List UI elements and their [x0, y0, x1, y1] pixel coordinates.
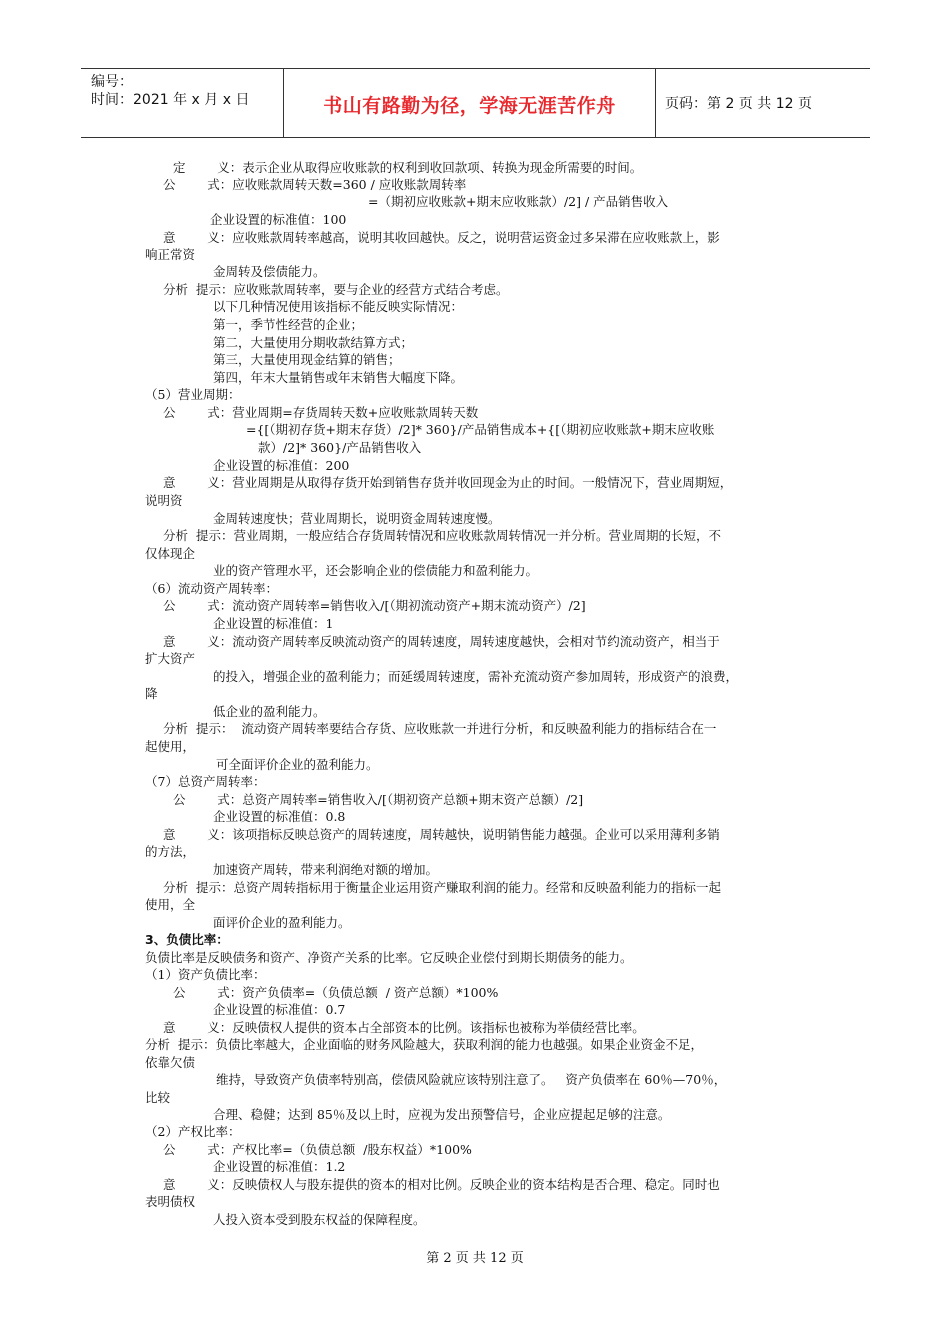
text-line: 企业设置的标准值：0.8 [213, 809, 346, 824]
text-line: 起使用， [145, 739, 196, 754]
text-line: 以下几种情况使用该指标不能反映实际情况： [213, 299, 464, 314]
text-line: 企业设置的标准值：1 [213, 616, 334, 631]
text-line: 人投入资本受到股东权益的保障程度。 [213, 1212, 426, 1227]
text-line: 负债比率是反映债务和资产、净资产关系的比率。它反映企业偿付到期长期债务的能力。 [145, 950, 633, 965]
text-line: 款）/2]* 360}/产品销售收入 [258, 440, 422, 455]
text-line: =（期初应收账款+期末应收账款）/2] / 产品销售收入 [368, 194, 669, 209]
text-line: 意 义：流动资产周转率反映流动资产的周转速度，周转速度越快，会相对节约流动资产，相当于 [163, 634, 720, 649]
document-date-label: 时间：2021 年 x 月 x 日 [91, 92, 250, 108]
section-heading: （6）流动资产周转率： [145, 581, 278, 596]
text-line: 低企业的盈利能力。 [213, 704, 326, 719]
text-line: 公 式：流动资产周转率=销售收入/[（期初流动资产+期末流动资产）/2] [163, 598, 586, 613]
text-line: ={[（期初存货+期末存货）/2]* 360}/产品销售成本+{[（期初应收账款+期末应收账 [246, 422, 715, 437]
header-divider [655, 69, 656, 137]
text-line: 的投入，增强企业的盈利能力；而延缓周转速度，需补充流动资产参加周转，形成资产的浪费， [213, 669, 739, 684]
text-line: 的方法， [145, 844, 196, 859]
section-heading: （1）资产负债比率： [145, 967, 266, 982]
text-line: 比较 [145, 1090, 171, 1105]
section-heading: （2）产权比率： [145, 1124, 241, 1139]
text-line: 意 义：反映债权人提供的资本占全部资本的比例。该指标也被称为举债经营比率。 [163, 1020, 645, 1035]
text-line: 第三，大量使用现金结算的销售； [213, 352, 401, 367]
text-line: 加速资产周转，带来利润绝对额的增加。 [213, 862, 439, 877]
text-line: 维持，导致资产负债率特别高，偿债风险就应该特别注意了。 资产负债率在 60％—70％， [216, 1072, 727, 1087]
text-line: 企业设置的标准值：0.7 [213, 1002, 346, 1017]
text-line: 业的资产管理水平，还会影响企业的偿债能力和盈利能力。 [213, 563, 539, 578]
text-line: 公 式：总资产周转率=销售收入/[（期初资产总额+期末资产总额）/2] [173, 792, 584, 807]
text-line: 扩大资产 [145, 651, 196, 666]
text-line: 金周转及偿债能力。 [213, 264, 326, 279]
text-line: 公 式：营业周期=存货周转天数+应收账款周转天数 [163, 405, 479, 420]
text-line: 定 义：表示企业从取得应收账款的权利到收回款项、转换为现金所需要的时间。 [173, 160, 643, 175]
text-line: 降 [145, 686, 158, 701]
text-line: 第四，年末大量销售或年末销售大幅度下降。 [213, 370, 464, 385]
text-line: 面评价企业的盈利能力。 [213, 915, 351, 930]
text-line: 分析 提示： 流动资产周转率要结合存货、应收账款一并进行分析，和反映盈利能力的指标结合在一 [163, 721, 717, 736]
text-line: 分析 提示：营业周期，一般应结合存货周转情况和应收账款周转情况一并分析。营业周期的长短，不 [163, 528, 721, 543]
text-line: 公 式：应收账款周转天数=360 / 应收账款周转率 [163, 177, 467, 192]
section-heading: （7）总资产周转率： [145, 774, 266, 789]
text-line: 可全面评价企业的盈利能力。 [216, 757, 379, 772]
text-line: 企业设置的标准值：1.2 [213, 1159, 346, 1174]
text-line: 第一，季节性经营的企业； [213, 317, 364, 332]
header-motto: 书山有路勤为径，学海无涯苦作舟 [323, 95, 616, 117]
text-line: 公 式：产权比率=（负债总额 /股东权益）*100% [163, 1142, 472, 1157]
text-line: 分析 提示：负债比率越大，企业面临的财务风险越大，获取利润的能力也越强。如果企业资金不足， [145, 1037, 703, 1052]
text-line: 第二，大量使用分期收款结算方式； [213, 335, 414, 350]
header-page-number: 页码：第 2 页 共 12 页 [665, 96, 812, 112]
document-number-label: 编号： [91, 74, 133, 90]
text-line: 使用，全 [145, 897, 196, 912]
page-header [81, 68, 870, 138]
section-title: 3、负债比率： [145, 932, 229, 947]
text-line: 企业设置的标准值：200 [213, 458, 350, 473]
text-line: 分析 提示：总资产周转指标用于衡量企业运用资产赚取利润的能力。经常和反映盈利能力的指标一起 [163, 880, 721, 895]
text-line: 意 义：该项指标反映总资产的周转速度，周转越快，说明销售能力越强。企业可以采用薄利多销 [163, 827, 720, 842]
header-meta [91, 73, 249, 109]
text-line: 意 义：营业周期是从取得存货开始到销售存货并收回现金为止的时间。一般情况下，营业周期短， [163, 475, 733, 490]
text-line: 说明资 [145, 493, 183, 508]
text-line: 响正常资 [145, 247, 196, 262]
text-line: 企业设置的标准值：100 [210, 212, 347, 227]
section-heading: （5）营业周期： [145, 387, 241, 402]
text-line: 金周转速度快；营业周期长，说明资金周转速度慢。 [213, 511, 501, 526]
text-line: 依靠欠债 [145, 1055, 196, 1070]
text-line: 意 义：反映债权人与股东提供的资本的相对比例。反映企业的资本结构是否合理、稳定。同时也 [163, 1177, 720, 1192]
text-line: 合理、稳健；达到 85％及以上时，应视为发出预警信号，企业应提起足够的注意。 [213, 1107, 671, 1122]
page-footer: 第 2 页 共 12 页 [426, 1251, 524, 1266]
text-line: 意 义：应收账款周转率越高，说明其收回越快。反之，说明营运资金过多呆滞在应收账款上，影 [163, 230, 720, 245]
text-line: 公 式：资产负债率=（负债总额 / 资产总额）*100% [173, 985, 499, 1000]
text-line: 分析 提示：应收账款周转率，要与企业的经营方式结合考虑。 [163, 282, 509, 297]
text-line: 仅体现企 [145, 546, 196, 561]
text-line: 表明债权 [145, 1194, 196, 1209]
